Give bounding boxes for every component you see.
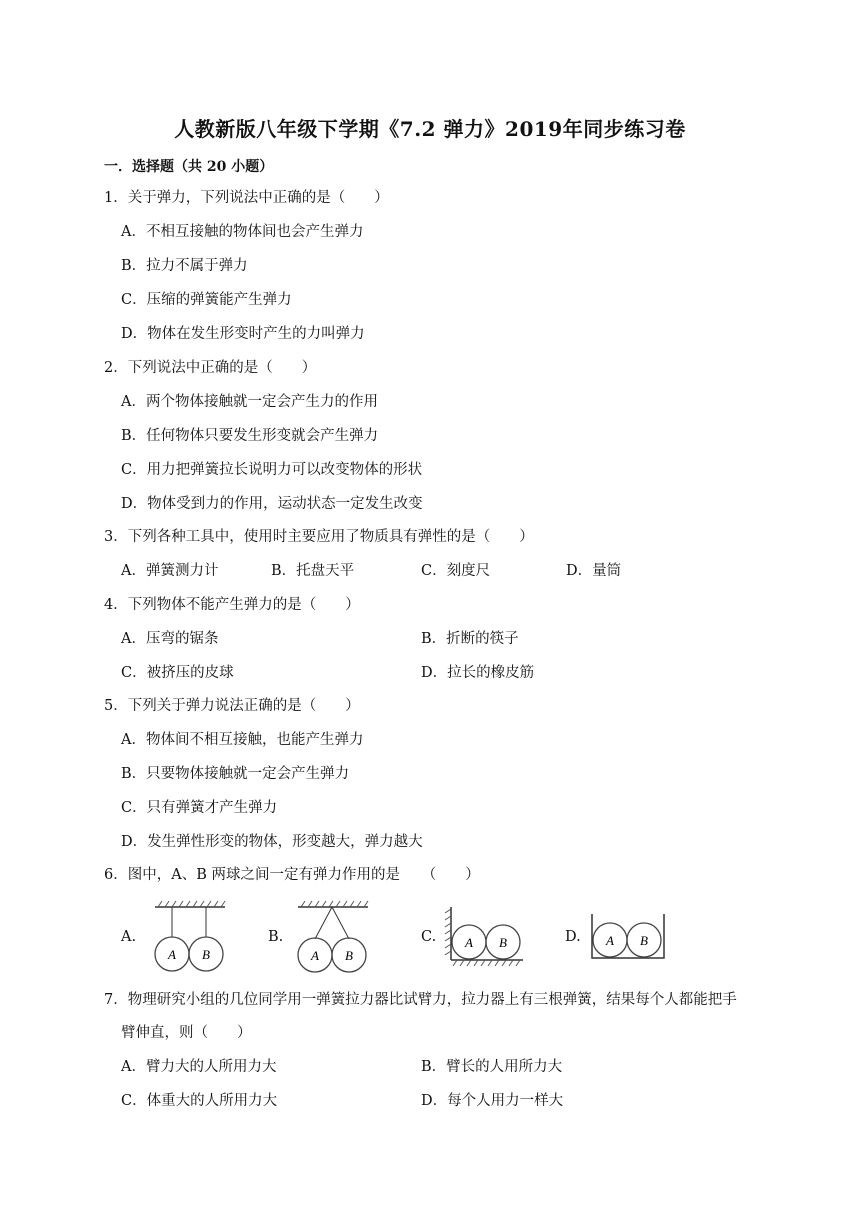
wall-hatch: [445, 909, 451, 955]
ball-a-label: A: [465, 935, 473, 950]
question-4-option-d: D．拉长的橡皮筋: [421, 665, 535, 681]
ball-a-label: A: [606, 933, 614, 948]
question-3-option-a: A．弹簧测力计: [121, 563, 219, 579]
question-1-option-b: B．拉力不属于弹力: [121, 258, 248, 274]
ball-b-label: B: [202, 947, 210, 962]
question-1-option-c: C．压缩的弹簧能产生弹力: [121, 292, 292, 308]
question-2-stem: 2．下列说法中正确的是（ ）: [104, 360, 317, 376]
question-5-option-c: C．只有弹簧才产生弹力: [121, 800, 278, 816]
question-7-option-c: C．体重大的人所用力大: [121, 1093, 278, 1109]
section-heading: 一．选择题（共 20 小题）: [104, 159, 274, 175]
question-3-option-b: B．托盘天平: [271, 563, 355, 579]
question-5-option-a: A．物体间不相互接触，也能产生弹力: [121, 732, 364, 748]
question-2-option-a: A．两个物体接触就一定会产生力的作用: [121, 394, 378, 410]
ball-b-label: B: [499, 935, 507, 950]
question-7-option-b: B．臂长的人用所力大: [421, 1059, 563, 1075]
question-6-option-a-label: A.: [121, 929, 137, 945]
ceiling-hatch: [158, 901, 225, 907]
question-3-option-c: C．刻度尺: [421, 563, 491, 579]
string-left: [315, 907, 332, 939]
page-title: 人教新版八年级下学期《7.2 弹力》2019年同步练习卷: [174, 117, 686, 141]
ball-a-label: A: [311, 948, 319, 963]
question-4-option-b: B．折断的筷子: [421, 631, 519, 647]
question-6-stem: 6．图中，A、B 两球之间一定有弹力作用的是 （ ）: [104, 867, 480, 883]
figure-a-hanging-balls-parallel: [150, 900, 230, 975]
question-1-option-d: D．物体在发生形变时产生的力叫弹力: [121, 326, 365, 342]
question-2-option-d: D．物体受到力的作用，运动状态一定发生改变: [121, 496, 423, 512]
question-5-option-b: B．只要物体接触就一定会产生弹力: [121, 766, 350, 782]
ball-a-label: A: [168, 947, 176, 962]
figure-d-balls-in-box: [588, 910, 668, 965]
question-7-option-d: D．每个人用力一样大: [421, 1093, 564, 1109]
question-5-stem: 5．下列关于弹力说法正确的是（ ）: [104, 698, 360, 714]
ceiling-hatch: [301, 901, 368, 907]
ball-b-label: B: [345, 948, 353, 963]
ball-b-label: B: [640, 933, 648, 948]
question-3-stem: 3．下列各种工具中，使用时主要应用了物质具有弹性的是（ ）: [104, 529, 534, 545]
question-2-option-b: B．任何物体只要发生形变就会产生弹力: [121, 428, 379, 444]
question-1-option-a: A．不相互接触的物体间也会产生弹力: [121, 224, 364, 240]
question-4-option-c: C．被挤压的皮球: [121, 665, 234, 681]
question-2-option-c: C．用力把弹簧拉长说明力可以改变物体的形状: [121, 462, 423, 478]
question-6-option-d-label: D.: [565, 929, 581, 945]
question-4-option-a: A．压弯的锯条: [121, 631, 219, 647]
question-6-option-b-label: B.: [268, 929, 284, 945]
string-right: [332, 907, 349, 939]
question-7-stem-line-1: 7．物理研究小组的几位同学用一弹簧拉力器比试臂力，拉力器上有三根弹簧，结果每个人都能把手: [104, 992, 737, 1008]
question-7-option-a: A．臂力大的人所用力大: [121, 1059, 277, 1075]
figure-b-hanging-balls-converging: [293, 900, 373, 975]
question-3-option-d: D．量筒: [566, 563, 622, 579]
floor-hatch: [453, 960, 520, 966]
figure-c-balls-in-corner: [443, 905, 528, 970]
question-1-stem: 1．关于弹力，下列说法中正确的是（ ）: [104, 190, 389, 206]
question-4-stem: 4．下列物体不能产生弹力的是（ ）: [104, 597, 360, 613]
question-6-option-c-label: C.: [421, 929, 437, 945]
question-5-option-d: D．发生弹性形变的物体，形变越大，弹力越大: [121, 834, 423, 850]
question-7-stem-line-2: 臂伸直，则（ ）: [121, 1025, 252, 1041]
